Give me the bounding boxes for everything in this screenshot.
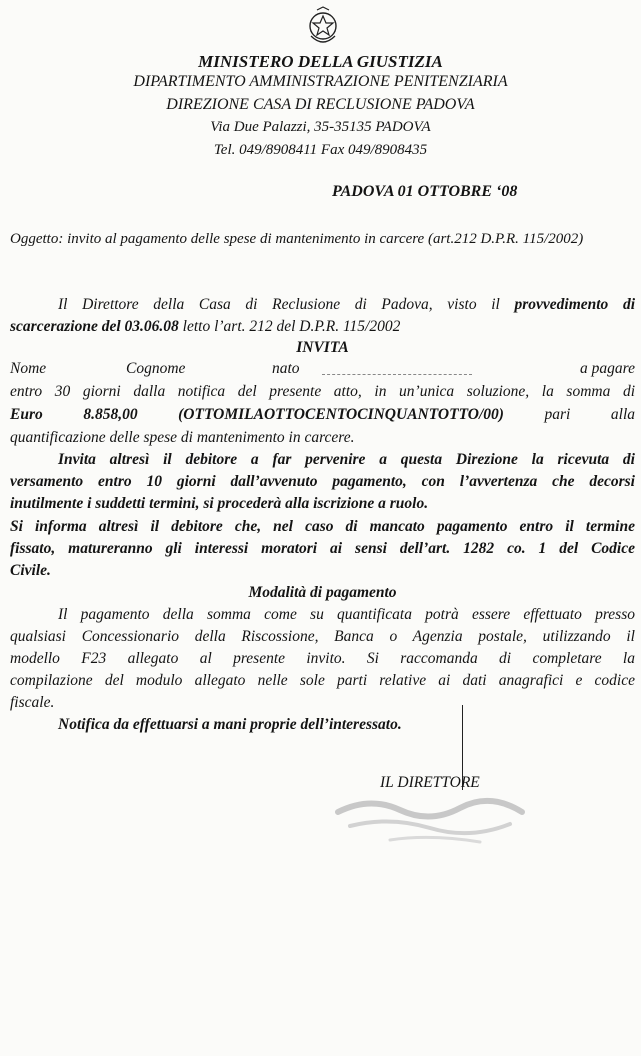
invita-heading	[10, 339, 635, 357]
informa-text-2: fissato, matureranno gli interessi moratori ai sensi dell’art. 1282 co. 1 del Codice	[10, 540, 635, 557]
signature-label: IL DIRETTORE	[380, 774, 480, 791]
intro-text-2: letto l’art. 212 del D.P.R. 115/2002	[178, 318, 401, 335]
notifica-line	[10, 716, 635, 734]
person-line	[10, 360, 635, 378]
informa-text-1: Si informa altresì il debitore che, nel caso di mancato pagamento entro il termine	[10, 518, 635, 535]
body-line-1: entro 30 giorni dalla notifica del presente atto, in un’unica soluzione, la somma di	[10, 383, 635, 400]
informa-line-1	[10, 518, 635, 536]
informa-text-3: Civile.	[10, 562, 51, 579]
invita-altresi-text-1: Invita altresì il debitore a far pervenire a questa Direzione la ricevuta di	[58, 451, 635, 468]
nato-label: nato	[272, 360, 300, 377]
body-line-2	[10, 406, 635, 424]
body-line-3: quantificazione delle spese di mantenimento in carcere.	[10, 429, 355, 446]
modalita-line-5: fiscale.	[10, 694, 55, 711]
intro-bold: provvedimento di	[514, 296, 636, 313]
release-date: scarcerazione del 03.06.08	[10, 318, 179, 335]
modalita-title: Modalità di pagamento	[248, 584, 397, 601]
intro-line-2	[10, 318, 635, 336]
modalita-line-1: Il pagamento della somma come su quantificata potrà essere effettuato presso	[58, 606, 635, 623]
subject-line: Oggetto: invito al pagamento delle spese di mantenimento in carcere (art.212 D.P.R. 115/2002)	[10, 231, 584, 247]
notifica-text: Notifica da effettuarsi a mani proprie dell’interessato.	[58, 716, 402, 733]
intro-line-1	[10, 296, 635, 314]
nome-label: Nome	[10, 360, 47, 377]
amount-tail: pari alla	[544, 406, 636, 423]
modalita-line-3: modello F23 allegato al presente invito. Si raccomanda di completare la	[10, 650, 635, 667]
invita-altresi-line-1	[10, 451, 635, 469]
ministry-title: MINISTERO DELLA GIUSTIZIA	[198, 52, 443, 71]
republic-emblem-icon	[305, 6, 341, 48]
address-line: Via Due Palazzi, 35-35135 PADOVA	[210, 119, 431, 135]
invita-altresi-text-3: inutilmente i suddetti termini, si procederà alla iscrizione a ruolo.	[10, 495, 429, 512]
invita-altresi-line-3	[10, 495, 635, 513]
informa-line-2	[10, 540, 635, 558]
modalita-line-2: qualsiasi Concessionario della Riscossione, Banca o Agenzia postale, utilizzando il	[10, 628, 635, 645]
letter-date: PADOVA 01 OTTOBRE ‘08	[332, 183, 518, 200]
amount-value: 8.858,00	[83, 406, 138, 423]
modalita-line-4: compilazione del modulo allegato nelle sole parti relative ai dati anagrafici e codice	[10, 672, 635, 689]
invita-altresi-line-2	[10, 473, 635, 491]
contacts-line: Tel. 049/8908411 Fax 049/8908435	[213, 142, 428, 158]
signature-stamp-icon	[330, 790, 530, 850]
amount-words: (OTTOMILAOTTOCENTOCINQUANTOTTO/00)	[178, 406, 504, 423]
direction-title: DIREZIONE CASA DI RECLUSIONE PADOVA	[166, 96, 475, 113]
pay-label: a pagare	[580, 360, 635, 377]
invita-altresi-text-2: versamento entro 10 giorni dall’avvenuto pagamento, con l’avvertenza che decorsi	[10, 473, 635, 490]
cognome-label: Cognome	[126, 360, 186, 377]
redacted-field	[322, 364, 472, 375]
euro-label: Euro	[10, 406, 43, 423]
department-title: DIPARTIMENTO AMMINISTRAZIONE PENITENZIARIA	[133, 73, 508, 90]
informa-line-3	[10, 562, 635, 580]
invita-label: INVITA	[296, 339, 349, 356]
intro-text: Il Direttore della Casa di Reclusione di Padova, visto il	[58, 296, 515, 313]
modalita-heading	[10, 584, 635, 602]
